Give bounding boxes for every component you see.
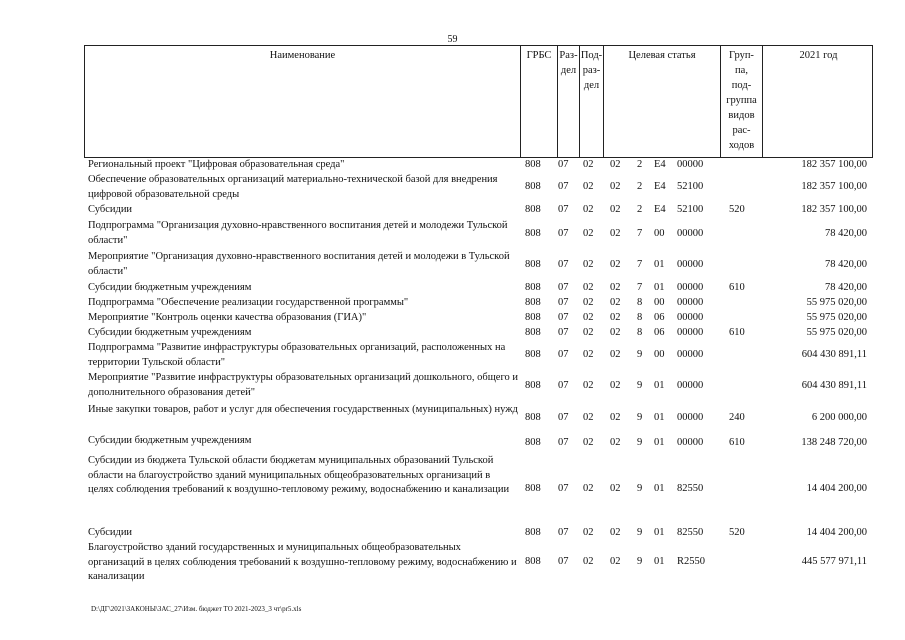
row-c1: 02 — [610, 258, 621, 270]
row-c3: 06 — [654, 326, 665, 338]
row-c1: 02 — [610, 483, 621, 494]
row-c1: 02 — [610, 556, 621, 567]
row-name: Мероприятие "Контроль оценки качества образования (ГИА)" — [88, 312, 367, 323]
row-pr: 02 — [583, 296, 594, 308]
row-c4: 00000 — [677, 281, 704, 293]
row-rz: 07 — [558, 556, 569, 567]
row-amount: 55 975 020,00 — [806, 296, 867, 308]
row-c1: 02 — [610, 349, 621, 360]
row-c4: 00000 — [677, 380, 704, 391]
row-c2: 9 — [637, 526, 643, 538]
row-name: Иные закупки товаров, работ и услуг для обеспечения государственных (муниципальных) нужд — [88, 404, 518, 415]
row-grbs: 808 — [525, 258, 541, 270]
row-grbs: 808 — [525, 181, 541, 192]
row-c3: 00 — [654, 349, 665, 360]
row-rz: 07 — [558, 380, 569, 391]
row-name: Обеспечение образовательных организаций материально-технической базой для внедрения цифровой образовательной среды — [88, 174, 498, 200]
header-grbs: ГРБС — [520, 46, 557, 157]
table-row — [84, 173, 873, 203]
row-amount: 55 975 020,00 — [806, 326, 867, 338]
row-amount: 182 357 100,00 — [801, 181, 867, 192]
row-c2: 9 — [637, 556, 643, 567]
row-c4: 82550 — [677, 526, 704, 538]
row-pr: 02 — [583, 349, 594, 360]
row-rz: 07 — [558, 204, 569, 215]
row-amount: 14 404 200,00 — [806, 526, 867, 538]
row-c1: 02 — [610, 204, 621, 215]
row-rz: 07 — [558, 227, 569, 239]
row-name: Субсидии из бюджета Тульской области бюджетам муниципальных образований Тульской области на благоустройство зданий муниципальных общеобразовательных организаций в целях соблюдения требований к воздушно-тепловому режиму, водоснабжению и канализации — [88, 455, 510, 495]
row-c2: 2 — [637, 181, 643, 192]
table-row — [84, 158, 873, 173]
row-c1: 02 — [610, 311, 621, 323]
table-row — [84, 341, 873, 371]
row-grbs: 808 — [525, 204, 541, 215]
row-pr: 02 — [583, 411, 594, 423]
row-amount: 182 357 100,00 — [801, 204, 867, 215]
row-pr: 02 — [583, 326, 594, 338]
row-rz: 07 — [558, 281, 569, 293]
row-rz: 07 — [558, 258, 569, 270]
header-razdel: Раз- дел — [557, 46, 579, 157]
row-rz: 07 — [558, 326, 569, 338]
row-c4: 00000 — [677, 227, 704, 239]
row-grbs: 808 — [525, 158, 541, 170]
table-row — [84, 250, 873, 281]
row-c3: 00 — [654, 296, 665, 308]
header-podrazdel: Под- раз- дел — [579, 46, 603, 157]
row-c4: R2550 — [677, 556, 706, 567]
row-c3: 01 — [654, 380, 665, 391]
row-c2: 2 — [637, 204, 643, 215]
row-grbs: 808 — [525, 296, 541, 308]
table-row — [84, 203, 873, 219]
table-row — [84, 219, 873, 250]
row-vr: 240 — [729, 411, 745, 423]
row-pr: 02 — [583, 258, 594, 270]
row-name: Региональный проект "Цифровая образовательная среда" — [88, 159, 345, 170]
row-grbs: 808 — [525, 349, 541, 360]
row-amount: 182 357 100,00 — [801, 158, 867, 170]
table-row — [84, 403, 873, 434]
row-pr: 02 — [583, 556, 594, 567]
row-rz: 07 — [558, 411, 569, 423]
row-vr: 520 — [729, 526, 745, 538]
row-rz: 07 — [558, 181, 569, 192]
row-grbs: 808 — [525, 483, 541, 494]
row-amount: 78 420,00 — [825, 227, 867, 239]
row-c2: 7 — [637, 227, 643, 239]
table-row — [84, 326, 873, 341]
row-c4: 00000 — [677, 437, 704, 448]
header-year: 2021 год — [762, 46, 874, 157]
page-number: 59 — [447, 34, 458, 45]
row-c1: 02 — [610, 296, 621, 308]
row-rz: 07 — [558, 526, 569, 538]
row-pr: 02 — [583, 204, 594, 215]
row-pr: 02 — [583, 311, 594, 323]
row-c1: 02 — [610, 437, 621, 448]
table-row — [84, 526, 873, 541]
row-c1: 02 — [610, 411, 621, 423]
row-c3: 01 — [654, 483, 665, 494]
row-pr: 02 — [583, 281, 594, 293]
table-row — [84, 454, 873, 526]
row-c1: 02 — [610, 526, 621, 538]
row-name: Субсидии — [88, 204, 133, 215]
row-name: Благоустройство зданий государственных и муниципальных общеобразовательных организаций в целях соблюдения требований к воздушно-тепловому режиму, водоснабжению и канализации — [88, 542, 517, 582]
row-amount: 55 975 020,00 — [806, 311, 867, 323]
row-rz: 07 — [558, 296, 569, 308]
row-grbs: 808 — [525, 326, 541, 338]
row-c4: 00000 — [677, 258, 704, 270]
row-c2: 7 — [637, 258, 643, 270]
row-amount: 604 430 891,11 — [801, 349, 867, 360]
row-c4: 00000 — [677, 349, 704, 360]
row-c2: 9 — [637, 380, 643, 391]
row-vr: 610 — [729, 281, 745, 293]
row-grbs: 808 — [525, 380, 541, 391]
table-row — [84, 434, 873, 454]
row-grbs: 808 — [525, 281, 541, 293]
row-c4: 00000 — [677, 411, 704, 423]
row-c2: 7 — [637, 281, 643, 293]
header-expense-group: Груп- па, под- группа видов рас- ходов — [720, 46, 762, 157]
row-rz: 07 — [558, 437, 569, 448]
row-name: Подпрограмма "Организация духовно-нравственного воспитания детей и молодежи Тульской области" — [88, 220, 508, 246]
row-c2: 2 — [637, 158, 643, 170]
header-name: Наименование — [269, 50, 336, 61]
row-vr: 520 — [729, 204, 745, 215]
row-vr: 610 — [729, 326, 745, 338]
row-pr: 02 — [583, 437, 594, 448]
row-c4: 00000 — [677, 326, 704, 338]
row-amount: 604 430 891,11 — [801, 380, 867, 391]
row-c4: 52100 — [677, 204, 704, 215]
row-c2: 9 — [637, 411, 643, 423]
row-pr: 02 — [583, 227, 594, 239]
row-c3: 01 — [654, 526, 665, 538]
row-c1: 02 — [610, 281, 621, 293]
row-c3: E4 — [654, 181, 666, 192]
row-name: Мероприятие "Развитие инфраструктуры образовательных организаций дошкольного, общего и дополнительного образования детей" — [88, 372, 519, 398]
row-name: Субсидии бюджетным учреждениям — [88, 327, 252, 338]
row-c3: 00 — [654, 227, 665, 239]
row-grbs: 808 — [525, 556, 541, 567]
row-pr: 02 — [583, 181, 594, 192]
row-c4: 00000 — [677, 296, 704, 308]
row-c1: 02 — [610, 158, 621, 170]
row-c1: 02 — [610, 227, 621, 239]
row-name: Субсидии — [88, 527, 133, 538]
table-body — [84, 158, 873, 585]
row-rz: 07 — [558, 311, 569, 323]
row-grbs: 808 — [525, 411, 541, 423]
row-rz: 07 — [558, 349, 569, 360]
row-amount: 6 200 000,00 — [811, 411, 867, 423]
row-name: Мероприятие "Организация духовно-нравственного воспитания детей и молодежи в Тульской области" — [88, 251, 510, 277]
table-header — [84, 45, 873, 158]
row-c3: 01 — [654, 281, 665, 293]
table-row — [84, 541, 873, 585]
table-row — [84, 371, 873, 403]
row-c4: 00000 — [677, 158, 704, 170]
row-c4: 52100 — [677, 181, 704, 192]
row-grbs: 808 — [525, 227, 541, 239]
row-c3: 06 — [654, 311, 665, 323]
row-c1: 02 — [610, 181, 621, 192]
row-c4: 00000 — [677, 311, 704, 323]
row-grbs: 808 — [525, 311, 541, 323]
header-target-article: Целевая статья — [603, 46, 720, 157]
row-amount: 445 577 971,11 — [801, 556, 867, 567]
row-pr: 02 — [583, 158, 594, 170]
row-pr: 02 — [583, 483, 594, 494]
row-c2: 9 — [637, 437, 643, 448]
row-pr: 02 — [583, 380, 594, 391]
row-c3: E4 — [654, 158, 666, 170]
table-row — [84, 296, 873, 311]
row-c2: 8 — [637, 296, 643, 308]
row-c3: 01 — [654, 437, 665, 448]
row-amount: 138 248 720,00 — [801, 437, 867, 448]
row-c2: 9 — [637, 483, 643, 494]
row-c3: E4 — [654, 204, 666, 215]
row-rz: 07 — [558, 158, 569, 170]
file-path-footer: D:\ДГ\2021\ЗАКОНЫ\ЗАС_27\Изм. бюджет ТО 2021-2023_3 чт\pr5.xls — [91, 605, 302, 613]
row-vr: 610 — [729, 437, 745, 448]
row-c2: 8 — [637, 311, 643, 323]
row-grbs: 808 — [525, 437, 541, 448]
row-pr: 02 — [583, 526, 594, 538]
row-name: Подпрограмма "Развитие инфраструктуры образовательных организаций, расположенных на территории Тульской области" — [88, 342, 506, 368]
row-name: Подпрограмма "Обеспечение реализации государственной программы" — [88, 297, 409, 308]
row-amount: 78 420,00 — [825, 281, 867, 293]
row-c2: 8 — [637, 326, 643, 338]
row-name: Субсидии бюджетным учреждениям — [88, 435, 252, 446]
row-c2: 9 — [637, 349, 643, 360]
row-amount: 78 420,00 — [825, 258, 867, 270]
row-rz: 07 — [558, 483, 569, 494]
table-row — [84, 281, 873, 296]
row-c3: 01 — [654, 411, 665, 423]
table-row — [84, 311, 873, 326]
row-c3: 01 — [654, 258, 665, 270]
row-c3: 01 — [654, 556, 665, 567]
row-amount: 14 404 200,00 — [806, 483, 867, 494]
row-name: Субсидии бюджетным учреждениям — [88, 282, 252, 293]
row-c4: 82550 — [677, 483, 704, 494]
row-grbs: 808 — [525, 526, 541, 538]
row-c1: 02 — [610, 326, 621, 338]
row-c1: 02 — [610, 380, 621, 391]
